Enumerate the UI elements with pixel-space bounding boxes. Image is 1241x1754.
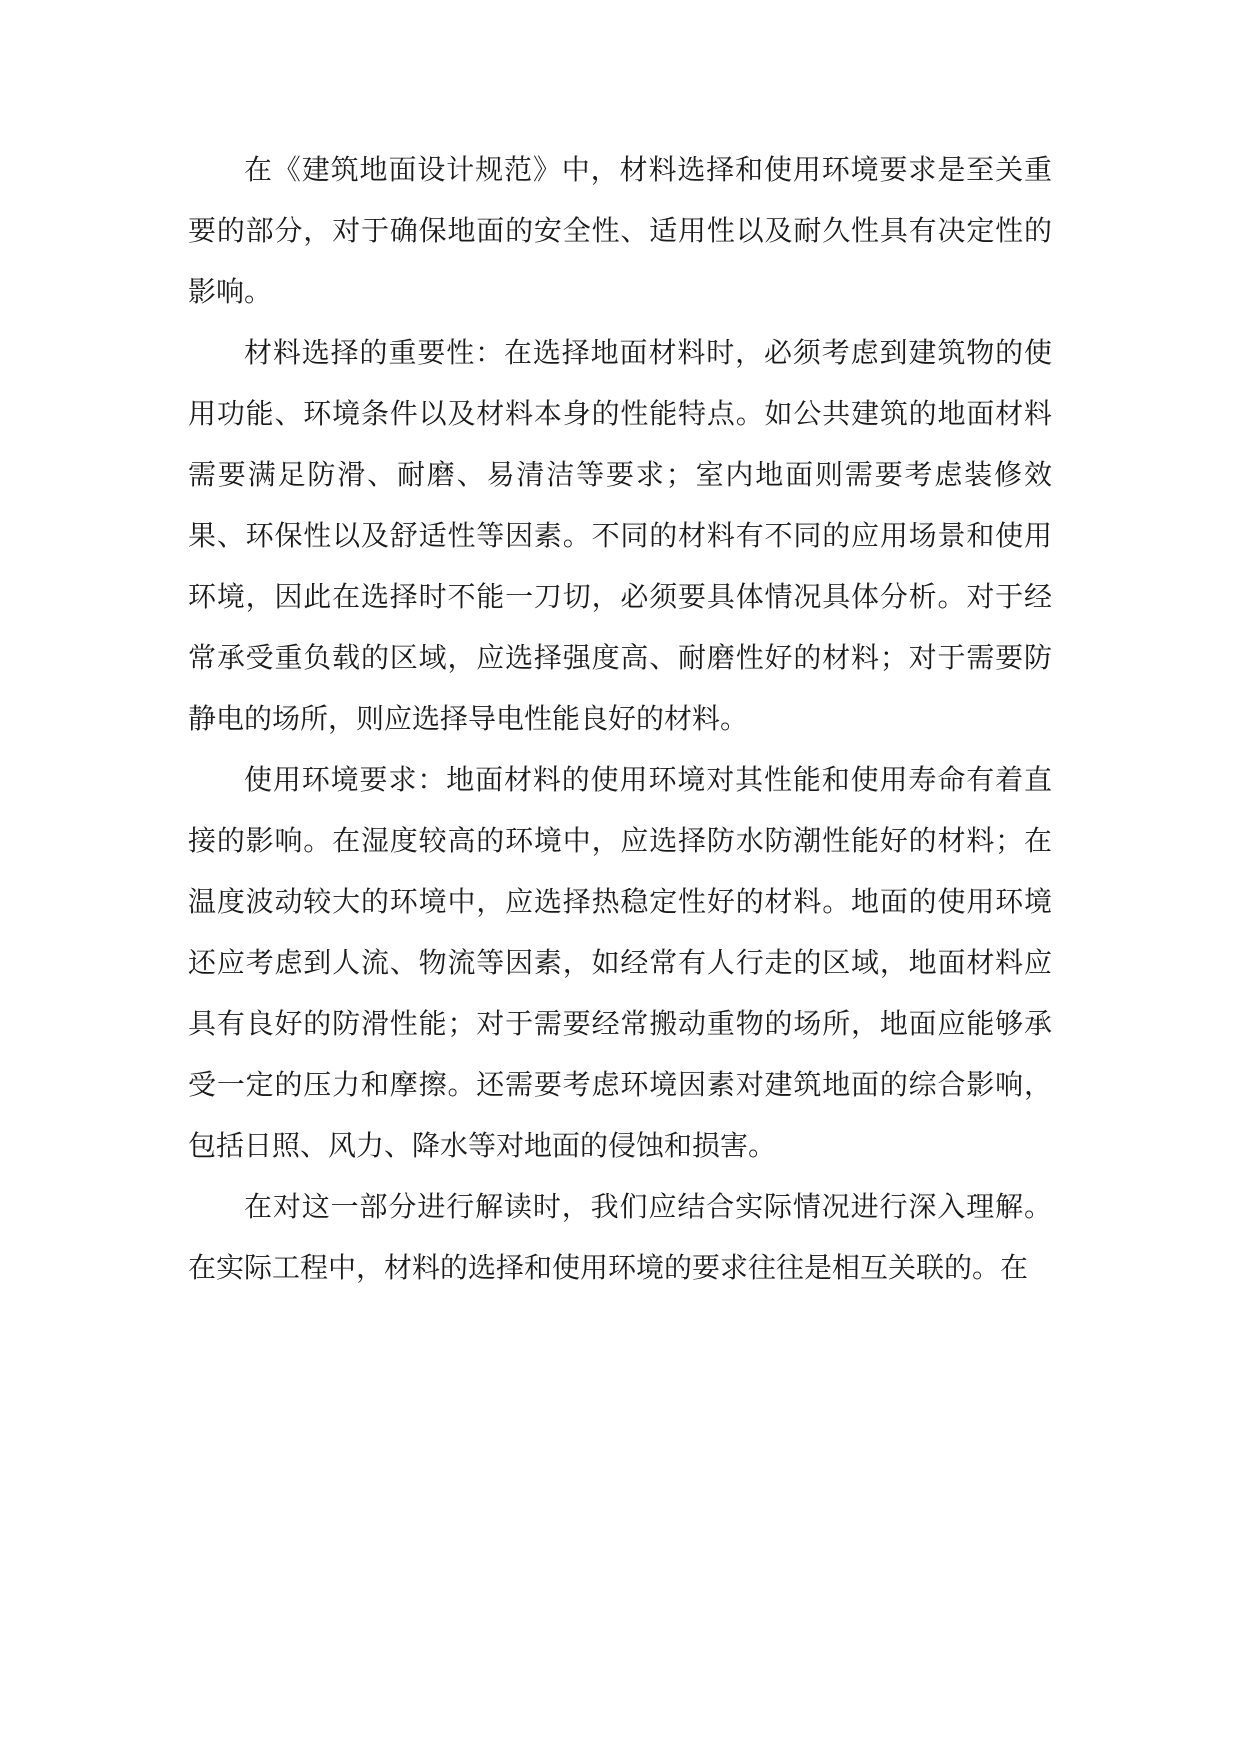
paragraph-environment-requirements: 使用环境要求：地面材料的使用环境对其性能和使用寿命有着直接的影响。在湿度较高的环境中，应选择防水防潮性能好的材料；在温度波动较大的环境中，应选择热稳定性好的材料。地面的使用环境还应考虑到人流、物流等因素，如经常有人行走的区域，地面材料应具有良好的防滑性能；对于需要经常搬动重物的场所，地面应能够承受一定的压力和摩擦。还需要考虑环境因素对建筑地面的综合影响，包括日照、风力、降水等对地面的侵蚀和损害。 <box>188 763 1052 1162</box>
body-text <box>188 139 1052 1298</box>
paragraph-intro: 在《建筑地面设计规范》中，材料选择和使用环境要求是至关重要的部分，对于确保地面的安全性、适用性以及耐久性具有决定性的影响。 <box>188 153 1052 308</box>
paragraph-material-selection: 材料选择的重要性：在选择地面材料时，必须考虑到建筑物的使用功能、环境条件以及材料本身的性能特点。如公共建筑的地面材料需要满足防滑、耐磨、易清洁等要求；室内地面则需要考虑装修效果、环保性以及舒适性等因素。不同的材料有不同的应用场景和使用环境，因此在选择时不能一刀切，必须要具体情况具体分析。对于经常承受重负载的区域，应选择强度高、耐磨性好的材料；对于需要防静电的场所，则应选择导电性能良好的材料。 <box>188 336 1052 735</box>
paragraph-interpretation: 在对这一部分进行解读时，我们应结合实际情况进行深入理解。在实际工程中，材料的选择和使用环境的要求往往是相互关联的。在 <box>188 1190 1052 1284</box>
